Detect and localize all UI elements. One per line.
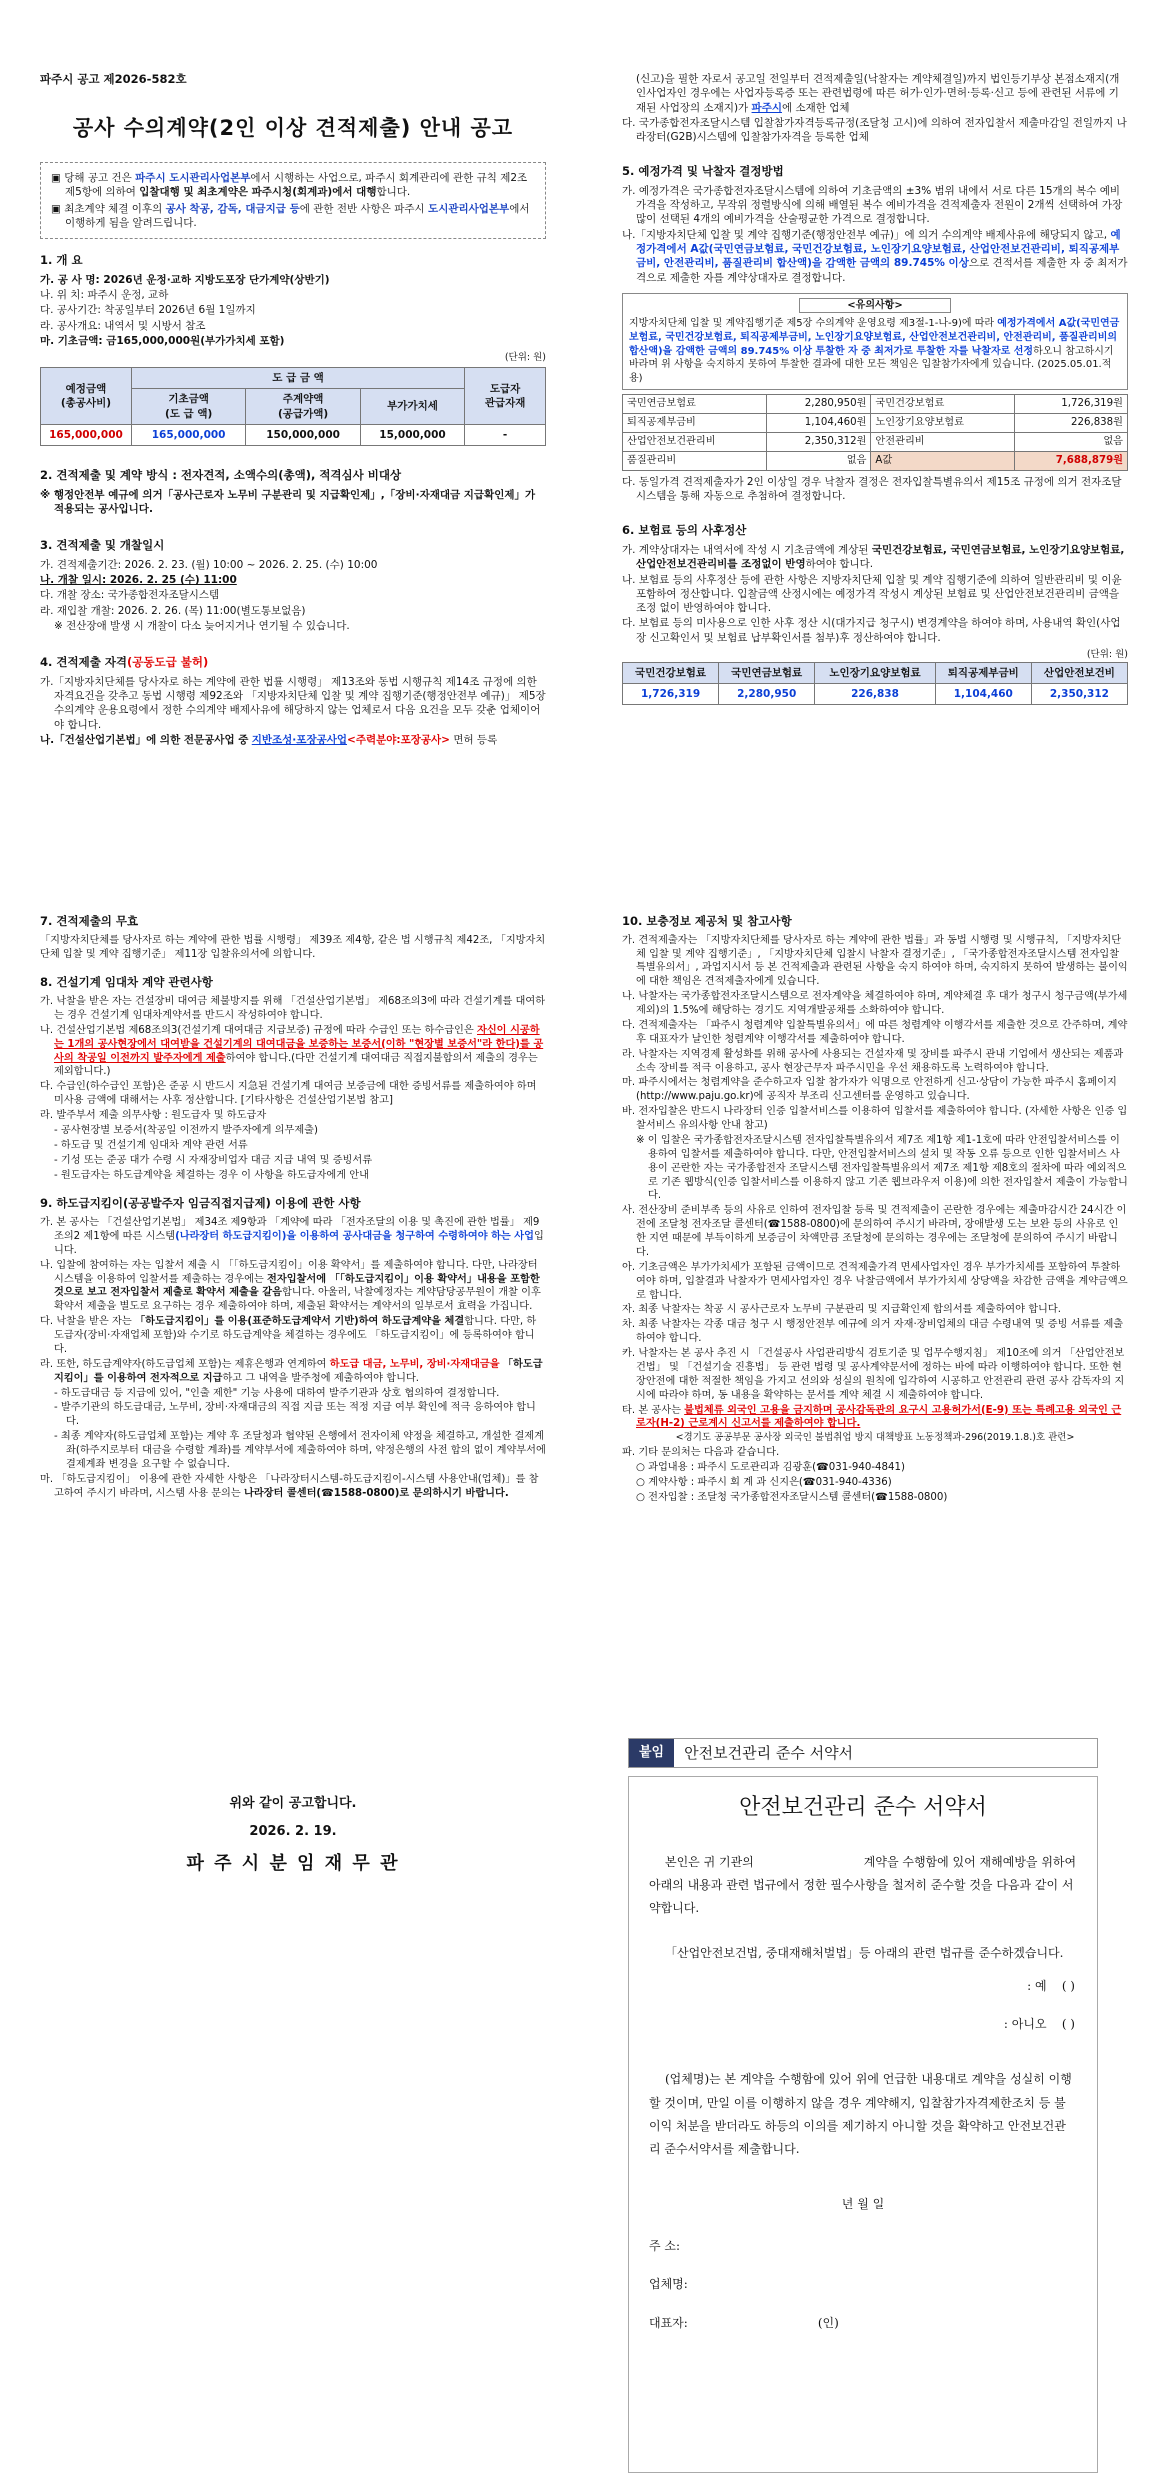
contact-item: ○ 계약사항 : 파주시 회 계 과 신지은(☎031-940-4336) (636, 1476, 892, 1488)
notice-box: ▣ 당해 공고 건은 파주시 도시관리사업본부에서 시행하는 사업으로, 파주시 회계관리에 관한 규칙 제2조 제5항에 의하여 입찰대행 및 최초계약은 파주시청(회계과)에서 대행합니다. ▣ 최초계약 체결 이후의 공사 착공, 감독, 대금지급 등에 관한 전반 사항은 파주시 도시관리사업본부에서 이행하게 됨을 알려드립니다. (40, 162, 546, 239)
ref-item-ta: 타. 본 공사는 불법체류 외국인 고용을 금지하며 공사감독관의 요구시 고용허가서(E-9) 또는 특례고용 외국인 근로자(H-2) 근로계시 신고서를 제출하여야 합니다. (622, 1404, 1122, 1430)
table-row: 산업안전보건관리비 2,350,312원 안전관리비 없음 (623, 433, 1128, 452)
rental-d: 라. 발주부서 제출 의무사항 : 원도급자 및 하도급자 (40, 1110, 267, 1121)
section-7-heading: 7. 견적제출의 무효 (40, 914, 139, 928)
subcontract-sub: - 최종 계약자(하도급업체 포함)는 계약 후 조달청과 협약된 은행에서 전자이체 약정을 체결하고, 개설한 결제계좌(하주지로부터 대금을 수령할 계좌)를 계약부서에 제출하여야 하며, 약정은행의 사전 합의 없이 계약부서에 결제계좌 변경을 요구할 수 없습니다. (54, 1431, 546, 1470)
page-title: 공사 수의계약(2인 이상 견적제출) 안내 공고 (72, 115, 514, 140)
table-cell: 1,726,319 (623, 684, 719, 705)
ref-item: 마. 파주시에서는 청렴계약을 준수하고자 입찰 참가자가 익명으로 안전하게 신고·상담이 가능한 파주시 홈페이지(http://www.paju.go.kr)에 공직자 부조리 신고센터를 운영하고 있습니다. (622, 1077, 1117, 1103)
price-method-a: 가. 예정가격은 국가종합전자조달시스템에 의하여 기초금액의 ±3% 범위 내에서 서로 다른 15개의 복수 예비가격을 작성하고, 무작위 정렬방식에 의해 배열된 복수 예비가격을 견적제출자 전원이 2개씩 선택하여 가장 많이 선택된 4개의 예비가격을 산술평균한 가격으로 결정합니다. (622, 184, 1123, 226)
table-row: 국민연금보험료 2,280,950원 국민건강보험료 1,726,319원 (623, 395, 1128, 414)
appendix-tag: 붙임 (629, 1739, 674, 1767)
overview-item: 다. 공사기간: 착공일부터 2026년 6월 1일까지 (40, 304, 256, 317)
subcontract-e: 마. 「하도급지킴이」 이용에 관한 자세한 사항은 「나라장터시스템-하도급지킴이-시스템 사용안내(업체)」를 참고하여 주시기 바라며, 시스템 사용 문의는 나라장터 콜센터(☎1588-0800)로 문의하시기 바랍니다. (40, 1473, 539, 1499)
table-cell: 226,838 (815, 684, 935, 705)
table-cell: - (465, 424, 546, 445)
qualification-b-cont: (신고)을 필한 자로서 공고일 전일부터 견적제출일(낙찰자는 계약체결일)까지 법인등기부상 본점소재지(개인사업자인 경우에는 사업자등록증 또는 관련법령에 따른 허가·인가·면허·등록·신고 등에 관련된 서류에 기재된 사업장의 소재지)가 파주시에 소재한 업체 (636, 73, 1120, 114)
ref-item: 사. 전산장비 준비부족 등의 사유로 인하여 전자입찰 등록 및 견적제출이 곤란한 경우에는 제출마감시간 24시간 이전에 조달청 전자조달 콜센터(☎1588-0800)에 문의하여 주시기 바라며, 장애발생 도는 보완 등의 사유로 인한 지연 때문에 부득이하게 보증금이 차액만큼 조달청에 문의하는 경우에는 조달청에 문의하여 주시기 바랍니다. (622, 1205, 1127, 1258)
ref-item: 자. 최종 낙찰자는 착공 시 공사근로자 노무비 구분관리 및 지급확인제 합의서를 제출하여야 합니다. (622, 1304, 1061, 1316)
table-cell: 150,000,000 (246, 424, 360, 445)
notice-number: 파주시 공고 제2026-582호 (40, 72, 187, 86)
pledge-para-1: 본인은 귀 기관의 계약을 수행함에 있어 재해예방을 위하여 아래의 내용과 관련 법규에서 정한 필수사항을 철저히 준수할 것을 다음과 같이 서약합니다. (649, 1854, 1077, 1915)
table-cell: 165,000,000 (131, 424, 245, 445)
ref-item: 카. 낙찰자는 본 공사 추진 시 「건설공사 사업관리방식 검토기준 및 업무수행지침」 제10조에 의거 「산업안전보건법」 및 「건설기술 진흥법」 등 관련 법령 및 공사계약문서에 정하는 바에 따라 이행하여야 합니다. 또한 현장안전에 대한 적절한 책임을 가지고 선의와 성실의 원칙에 입각하여 시공하고 안전관리 관련 공사 감독자의 지시에 따라야 하며, 동 내용을 확약하는 문서를 계약 체결 시 제출하여야 합니다. (622, 1348, 1125, 1401)
subcontract-c: 다. 낙찰을 받은 자는 「하도급지킴이」를 이용(표준하도급계약서 기반)하여 하도급계약을 체결합니다. 다만, 하도급자(장비·자재업체 포함)와 수기로 하도급계약을 체결하는 경우에도 「하도급지킴이」에 등록하여야 합니다. (40, 1316, 537, 1355)
table-cell: 1,104,460 (935, 684, 1031, 705)
pledge-no-box[interactable]: ( ) (1061, 2016, 1075, 2031)
pledge-no: : 아니오 ( ) (1003, 2016, 1075, 2031)
subcontract-b: 나. 입찰에 참여하는 자는 입찰서 제출 시 「「하도급지킴이」이용 확약서」를 제출하여야 합니다. 다만, 나라장터시스템을 이용하여 입찰서를 제출하는 경우에는 전자입찰서에 「「하도급지킴이」이용 확약서」내용을 포함한 것으로 보고 전자입찰서 제출로 확약서 제출을 갈음합니다. 아울러, 낙찰예정자는 계약담당공무원이 개찰 이후 확약서 제출을 별도로 요구하는 경우 제출하여야 하며, 제출된 확약서는 계약서의 일부로서 효력을 가집니다. (40, 1259, 541, 1313)
closing-line: 위와 같이 공고합니다. (229, 1796, 357, 1811)
schedule-item: 다. 개찰 장소: 국가종합전자조달시스템 (40, 589, 220, 602)
qualification-a: 가.「지방자치단체를 당사자로 하는 계약에 관한 법률 시행령」 제13조와 동법 시행규칙 제14조 규정에 의한 자격요건을 갖추고 동법 시행령 제92조와 「지방자치단체 입찰 및 계약 집행기준(행정안전부 예규)」 제5장 수의계약 운용요령에서 정한 수의계약 배제사유에 해당하지 않는 업체로서 다음 요건을 모두 갖춘 업체이어야 합니다. (40, 675, 546, 731)
contact-item: ○ 과업내용 : 파주시 도로관리과 김광훈(☎031-940-4841) (636, 1462, 905, 1474)
pledge-date: 년 월 일 (841, 2196, 885, 2211)
rental-c: 다. 수급인(하수급인 포함)은 준공 시 반드시 지急된 건설기계 대여금 보증금에 대한 증빙서류를 제출하여야 하며 미사용 금액에 대해서는 사후 정산합니다. [기타사항은 건설산업기본법 참고] (40, 1081, 537, 1107)
th-material: 도급자 관급자재 (465, 368, 546, 425)
insurance-table (622, 662, 1128, 706)
subcontract-sub: - 하도급대금 등 지급에 있어, "인출 제한" 기능 사용에 대하여 발주기관과 상호 협의하여 결정합니다. (54, 1387, 500, 1399)
section-8-heading: 8. 건설기계 임대차 계약 관련사항 (40, 975, 213, 990)
left-column-top (40, 72, 546, 748)
pledge-para-2: 「산업안전보건법, 중대재해처벌법」등 아래의 관련 법규를 준수하겠습니다. (665, 1946, 1064, 1961)
schedule-note: ※ 전산장애 발생 시 개찰이 다소 늦어지거나 연기될 수 있습니다. (54, 620, 350, 632)
pledge-box (628, 1776, 1098, 2473)
section-3-heading: 3. 견적제출 및 개찰일시 (40, 538, 165, 553)
pledge-title: 안전보건관리 준수 서약서 (739, 1795, 987, 1820)
ref-item: 다. 견적제출자는 「파주시 청렴계약 입찰특별유의서」에 따른 청렴계약 이행각서를 제출한 것으로 간주하며, 계약 후 대표자가 날인한 청렴계약 이행각서를 제출하여야 합니다. (622, 1019, 1128, 1045)
appendix (628, 1738, 1098, 2473)
section-2-note: ※ 행정안전부 예규에 의거「공사근로자 노무비 구분관리 및 지급확인제」,「장비·자재대금 지급확인제」가 적용되는 공사입니다. (40, 488, 536, 516)
table-row: 퇴직공제부금비 1,104,460원 노인장기요양보험료 226,838원 (623, 414, 1128, 433)
right-column-bottom (622, 900, 1128, 1506)
subcontract-sub: - 발주기관의 하도급대금, 노무비, 장비·자재대금의 직접 지급 또는 적정 지급 여부 확인에 적극 응하여야 합니다. (54, 1402, 536, 1428)
th-longterm: 노인장기요양보험료 (815, 662, 935, 683)
rental-sub: - 공사현장별 보증서(착공일 이전까지 발주자에게 의무제출) (54, 1124, 319, 1136)
contact-item: ○ 전자입찰 : 조달청 국가종합전자조달시스템 콜센터(☎1588-0800) (636, 1491, 948, 1503)
pledge-company: 업체명: (649, 2277, 688, 2292)
section-10-heading: 10. 보충정보 제공처 및 참고사항 (622, 914, 792, 928)
th-main: 주계약액 (공급가액) (246, 389, 360, 425)
pledge-yes: : 예 ( ) (1027, 1978, 1075, 1993)
table-row: 품질관리비 없음 A값 7,688,879원 (623, 452, 1128, 471)
ref-item: 차. 최종 낙찰자는 각종 대금 청구 시 행정안전부 예규에 의거 자재·장비업체의 대금 수령내역 및 증빙 서류를 제출하여야 합니다. (622, 1319, 1124, 1345)
th-base: 기초금액 (도 급 액) (131, 389, 245, 425)
section-6-heading: 6. 보험료 등의 사후정산 (622, 523, 747, 538)
overview-item: 가. 공 사 명: 2026년 운정·교하 지방도포장 단가계약(상반기) (40, 273, 330, 286)
overview-item: 마. 기초금액: 금165,000,000원(부가가치세 포함) (40, 334, 285, 347)
section-2-heading: 2. 견적제출 및 계약 방식 : 전자견적, 소액수의(총액), 적격심사 비대상 (40, 468, 402, 483)
ref-item: 라. 낙찰자는 지역경제 활성화를 위해 공사에 사용되는 건설자재 및 장비를 파주시 관내 기업에서 생산되는 제품과 소속 장비를 적극 이용하고, 공사 현장근무자 파주시민을 우선 채용하도록 노력하여야 합니다. (622, 1048, 1124, 1074)
overview-item: 라. 공사개요: 내역서 및 시방서 참조 (40, 319, 206, 332)
insurance-a: 가. 계약상대자는 내역서에 작성 시 기초금액에 계상된 국민건강보험료, 국민연금보험료, 노인장기요양보험료, 산업안전보건관리비를 조정없이 반영하여야 합니다. (622, 544, 1125, 571)
th-pension: 국민연금보험료 (719, 662, 815, 683)
pledge-rep: 대표자: (인) (649, 2315, 839, 2330)
caution-box: <유의사항> 지방자치단체 입찰 및 계약집행기준 제5장 수의계약 운영요령 제3절-1-나-9)에 따라 예정가격에서 A값(국민연금보험료, 국민건강보험료, 퇴직공제부금비, 노인장기요양보험료, 산업안전보건관리비, 안전관리비, 품질관리비의 합산액)을 감액한 금액의 89.745% 이상 투찰한 자 중 최저가로 투찰한 자를 낙찰자로 선정하오니 참고하시기 바라며 위 사항을 숙지하지 못하여 투찰한 결과에 대한 모든 책임은 입찰참가자에게 있습니다. (2025.05.01.적용) (622, 293, 1128, 391)
ref-item-pa: 파. 기타 문의처는 다음과 같습니다. (622, 1447, 780, 1459)
section-5-heading: 5. 예정가격 및 낙찰자 결정방법 (622, 164, 784, 179)
pledge-address: 주 소: (649, 2239, 681, 2254)
insurance-b: 나. 보험료 등의 사후정산 등에 관한 사항은 지방자치단체 입찰 및 계약 집행기준에 의하여 일반관리비 및 이윤 포함하여 정산합니다. 입찰금액 산정시에는 예정가격 작성시 계상된 보험료 및 산업안전보건관리비 금액을 조정 없이 반영하여야 합니다. (622, 573, 1122, 615)
ref-item: 아. 기초금액은 부가가치세가 포함된 금액이므로 견적제출가격 면세사업자인 경우 부가가치세를 포함하여 투찰하여야 하며, 입찰결과 낙찰자가 면세사업자인 경우 낙찰금액에서 부가가치세 상당액을 차감한 금액을 계약금액으로 합니다. (622, 1261, 1128, 1301)
closing-block (40, 1795, 546, 1877)
overview-item: 나. 위 치: 파주시 운정, 교하 (40, 289, 169, 302)
qualification-b: 나.「건설산업기본법」에 의한 전문공사업 중 지반조성·포장공사업<주력분야:포장공사> 면허 등록 (40, 733, 498, 746)
right-column-top (622, 72, 1128, 705)
ref-item: 가. 견적제출자는 「지방자치단체를 당사자로 하는 계약에 관한 법률」과 동법 시행령 및 시행규칙, 「지방자치단체 입찰 및 계약 집행기준」, 「지방자치단체 입찰시 낙찰자 결정기준」, 「국가종합전자조달시스템 전자입찰 특별유의서」, 과업지시서 등 본 건적제출과 관련된 사항을 숙지 하여야 하며, 숙지하지 못하여 발생하는 불이익에 대한 책임은 견적제출자에게 있습니다. (622, 934, 1128, 988)
price-method-c: 다. 동일가격 견적제출자가 2인 이상일 경우 낙찰자 결정은 전자입찰특별유의서 제15조 규정에 의거 전자조달시스템을 통해 자동으로 추첨하여 결정합니다. (622, 475, 1122, 503)
price-method-b: 나.「지방자치단체 입찰 및 계약 집행기준(행정안전부 예규)」에 의거 수의계약 배제사유에 해당되지 않고, 예정가격에서 A값(국민연금보험료, 국민건강보험료, 노인장기요양보험료, 산업안전보건관리비, 퇴직공제부금비, 안전관리비, 품질관리비 합산액)을 감액한 금액의 89.745% 이상으로 견적서를 제출한 자 중 최저가격으로 제출한 자를 계약상대자로 결정합니다. (622, 228, 1128, 284)
caution-title: <유의사항> (799, 298, 951, 314)
th-health: 국민건강보험료 (623, 662, 719, 683)
subcontract-a: 가. 본 공사는 「건설산업기본법」 제34조 제9항과 「계약에 따라 「전자조달의 이용 및 촉진에 관한 법률」 제9조의2 제1항에 따른 시스템(나라장터 하도급지킴이)을 이용하여 공사대금을 청구하여 수령하여야 하는 사업입니다. (40, 1217, 544, 1256)
schedule-item: 라. 재입찰 개찰: 2026. 2. 26. (목) 11:00(별도통보없음) (40, 604, 306, 617)
schedule-item: 가. 견적제출기간: 2026. 2. 23. (월) 10:00 ~ 2026. 2. 25. (수) 10:00 (40, 558, 378, 571)
th-retire: 퇴직공제부금비 (935, 662, 1031, 683)
ref-note: ※ 이 입찰은 국가종합전자조달시스템 전자입찰특별유의서 제7조 제1항 제1-1호에 따라 안전입찰서비스를 이용하여 입찰서를 제출하여야 합니다. 다만, 안전입찰서비스의 설치 및 작동 오류 등으로 인한 입찰서비스 사용이 곤란한 자는 국가종합전자 조달시스템 전자입찰특별유의서 제7조 제1항 제8호의 절차에 따라 예외적으로 기존 웹방식(인증 입찰서비스를 이용하지 않고 기존 웹브라우저 이용)에 의한 전자입찰서 제출이 가능합니다. (636, 1134, 1128, 1202)
table-cell: 165,000,000 (41, 424, 132, 445)
schedule-item: 나. 개찰 일시: 2026. 2. 25 (수) 11:00 (40, 574, 237, 587)
appendix-tag-title: 안전보건관리 준수 서약서 (684, 1743, 854, 1762)
rental-sub: - 하도급 및 건설기계 임대차 계약 관련 서류 (54, 1139, 248, 1151)
section-9-heading: 9. 하도급지킴이(공공발주자 임금직접지급제) 이용에 관한 사항 (40, 1196, 361, 1211)
rental-sub: - 기성 또는 준공 대가 수령 시 자재장비업자 대금 지급 내역 및 증빙서류 (54, 1154, 373, 1166)
unit-label: (단위: 원) (504, 352, 546, 364)
table-cell: 15,000,000 (360, 424, 464, 445)
rental-a: 가. 낙찰을 받은 자는 건설장비 대여금 체불방지를 위해 「건설산업기본법」 제68조의3에 따라 건설기계를 대여하는 경우 건설기계 임대차계약서를 반드시 작성하여야 합니다. (40, 996, 546, 1021)
rental-sub: - 원도급자는 하도급계약을 체결하는 경우 이 사항을 하도급자에게 안내 (54, 1169, 369, 1181)
insurance-c: 다. 보험료 등의 미사용으로 인한 사후 정산 시(대가지급 청구시) 변경계약을 하여야 하며, 사용내역 확인(사업장 신고확인서 및 보험료 납부확인서를 첨부)후 정산하여야 합니다. (622, 617, 1121, 644)
th-estimated: 예정금액 (총공사비) (41, 368, 132, 425)
ref-item: 바. 전자입찰은 반드시 나라장터 인증 입찰서비스를 이용하여 입찰서를 제출하여야 합니다. (자세한 사항은 인증 입찰서비스 유의사항 안내 참고) (622, 1106, 1128, 1131)
left-column-bottom (40, 900, 546, 1502)
section-1-heading: 1. 개 요 (40, 253, 83, 268)
appendix-tag-bar (628, 1738, 1098, 1768)
closing-org: 파 주 시 분 임 재 무 관 (186, 1853, 400, 1875)
rental-b: 나. 건설산업기본법 제68조의3(건설기계 대여대금 지급보증) 규정에 따라 수급인 또는 하수급인은 자신이 시공하는 1개의 공사현장에서 대여받을 건설기계의 대여대금을 보증하는 보증서(이하 "현장별 보증서"라 한다)를 공사의 착공일 이전까지 발주자에게 제출하여야 합니다.(다만 건설기계 대여대금 직접지불합의서 제출의 경우는 제외합니다.) (40, 1024, 544, 1078)
qualification-c: 다. 국가종합전자조달시스템 입찰참가자격등록규정(조달청 고시)에 의하여 전자입찰서 제출마감일 전일까지 나라장터(G2B)시스템에 입찰참가자격을 등록한 업체 (622, 116, 1127, 144)
th-vat: 부가가치세 (360, 389, 464, 425)
section-4-heading: 4. 견적제출 자격(공동도급 불허) (40, 655, 209, 670)
price-table (40, 367, 546, 446)
pledge-yes-box[interactable]: ( ) (1061, 1978, 1075, 1993)
table-cell: 2,280,950 (719, 684, 815, 705)
subcontract-d: 라. 또한, 하도급계약자(하도급업체 포함)는 제휴은행과 연계하여 하도급 대금, 노무비, 장비·자재대금을 「하도급지킴이」를 이용하여 전자적으로 지급하고 그 내역을 발주청에 제출하여야 합니다. (40, 1358, 543, 1384)
th-contract-group: 도 급 금 액 (131, 368, 464, 389)
a-value-table (622, 394, 1128, 471)
ref-item: 나. 낙찰자는 국가종합전자조달시스템으로 전자계약을 체결하여야 하며, 계약체결 후 대가 청구시 청구금액(부가세 제외)의 1.5%에 해당하는 경기도 지역개발공채를 소화하여야 합니다. (622, 991, 1128, 1016)
seal-mark: (인) (817, 2315, 839, 2330)
pledge-para-3: (업체명)는 본 계약을 수행함에 있어 위에 언급한 내용대로 계약을 성실히 이행할 것이며, 만일 이를 이행하지 않을 경우 계약해지, 입찰참가자격제한조치 등 불이익 처분을 받더라도 하등의 이의를 제기하지 아니할 것을 확약하고 안전보건관리 준수서약서를 제출합니다. (649, 2072, 1072, 2157)
table-cell: 2,350,312 (1031, 684, 1127, 705)
unit-label: (단위: 원) (1086, 648, 1128, 660)
closing-date: 2026. 2. 19. (249, 1823, 337, 1839)
section-7-text: 「지방자치단체를 당사자로 하는 계약에 관한 법률 시행령」 제39조 제4항, 같은 법 시행규칙 제42조, 「지방자치단체 입찰 및 계약 집행기준」 제11장 입찰유의서에 의합니다. (40, 934, 546, 960)
ref-law: <경기도 공공부문 공사장 외국인 불법취업 방지 대책방표 노동정책과-296(2019.1.8.)호 관련> (675, 1432, 1075, 1444)
th-safety: 산업안전보건비 (1031, 662, 1127, 683)
